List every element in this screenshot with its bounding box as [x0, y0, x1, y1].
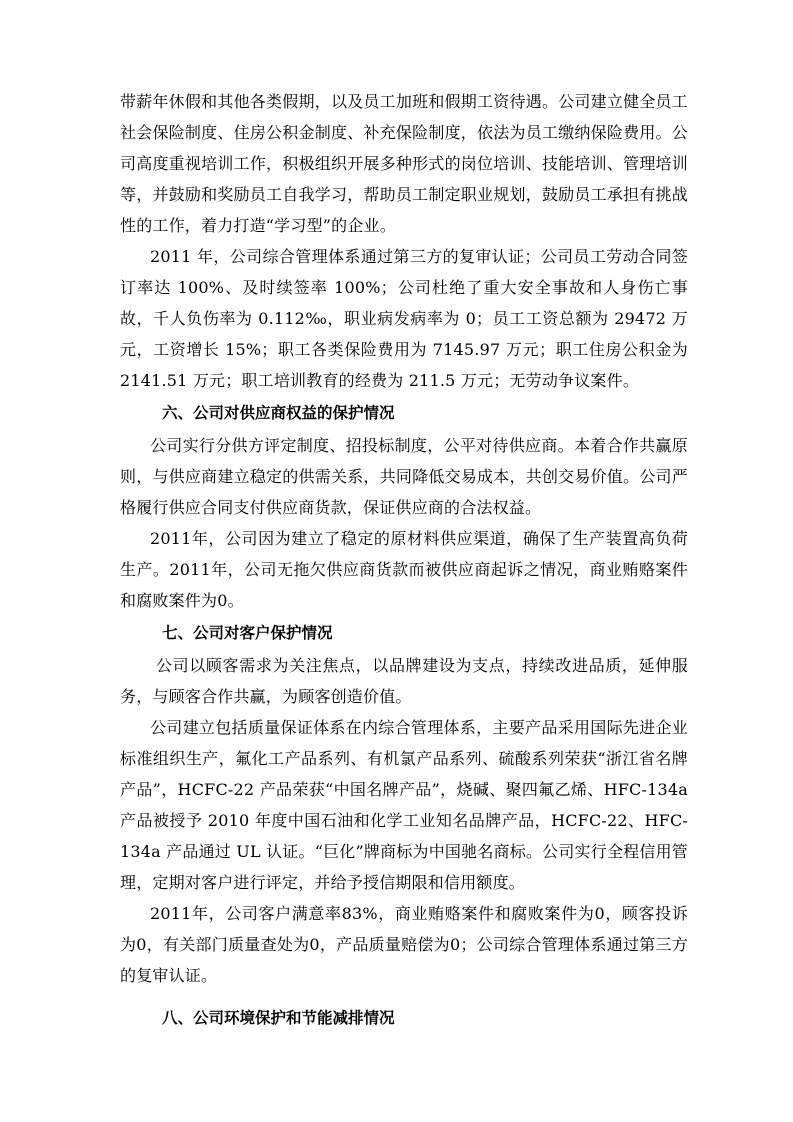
paragraph-2011-employee-stats: 2011 年，公司综合管理体系通过第三方的复审认证；公司员工劳动合同签订率达 100%、及时续签率 100%；公司杜绝了重大安全事故和人身伤亡事故，千人负伤率为 0.112‰，职业病发病率为 0；员工工资总额为 29472 万元，工资增长 15%；职工各类保险费用为 7145.97 万元；职工住房公积金为 2141.51 万元；职工培训教育的经费为 211.5 万元；无劳动争议案件。 [120, 247, 688, 390]
paragraph-2011-customer-stats: 2011年，公司客户满意率83%，商业贿赂案件和腐败案件为0，顾客投诉为0，有关部门质量查处为0，产品质量赔偿为0；公司综合管理体系通过第三方的复审认证。 [120, 904, 688, 985]
section-heading-environment: 八、公司环境保护和节能减排情况 [162, 1009, 395, 1027]
document-page [120, 86, 688, 1035]
paragraph-2011-supplier-stats: 2011年，公司因为建立了稳定的原材料供应渠道，确保了生产装置高负荷生产。2011年，公司无拖欠供应商货款而被供应商起诉之情况，商业贿赂案件和腐败案件为0。 [120, 529, 688, 610]
section-heading-supplier-rights: 六、公司对供应商权益的保护情况 [162, 404, 395, 422]
paragraph-employee-welfare: 带薪年休假和其他各类假期，以及员工加班和假期工资待遇。公司建立健全员工社会保险制度、住房公积金制度、补充保险制度，依法为员工缴纳保险费用。公司高度重视培训工作，积极组织开展多种形式的岗位培训、技能培训、管理培训等，并鼓励和奖励员工自我学习，帮助员工制定职业规划，鼓励员工承担有挑战性的工作，着力打造“学习型”的企业。 [120, 92, 688, 235]
paragraph-quality-management: 公司建立包括质量保证体系在内综合管理体系，主要产品采用国际先进企业标准组织生产，氟化工产品系列、有机氯产品系列、硫酸系列荣获“浙江省名牌产品”，HCFC-22 产品荣获“中国名牌产品”，烧碱、聚四氟乙烯、HFC-134a 产品被授予 2010 年度中国石油和化学工业知名品牌产品，HCFC-22、HFC-134a 产品通过 UL 认证。“巨化”牌商标为中国驰名商标。公司实行全程信用管理，定期对客户进行评定，并给予授信期限和信用额度。 [120, 718, 688, 892]
paragraph-supplier-policy: 公司实行分供方评定制度、招投标制度，公平对待供应商。本着合作共赢原则，与供应商建立稳定的供需关系，共同降低交易成本，共创交易价值。公司严格履行供应合同支付供应商货款，保证供应商的合法权益。 [120, 436, 688, 517]
paragraph-customer-focus: 公司以顾客需求为关注焦点，以品牌建设为支点，持续改进品质，延伸服务，与顾客合作共赢，为顾客创造价值。 [120, 656, 688, 706]
section-heading-customer-protection: 七、公司对客户保护情况 [162, 624, 333, 642]
